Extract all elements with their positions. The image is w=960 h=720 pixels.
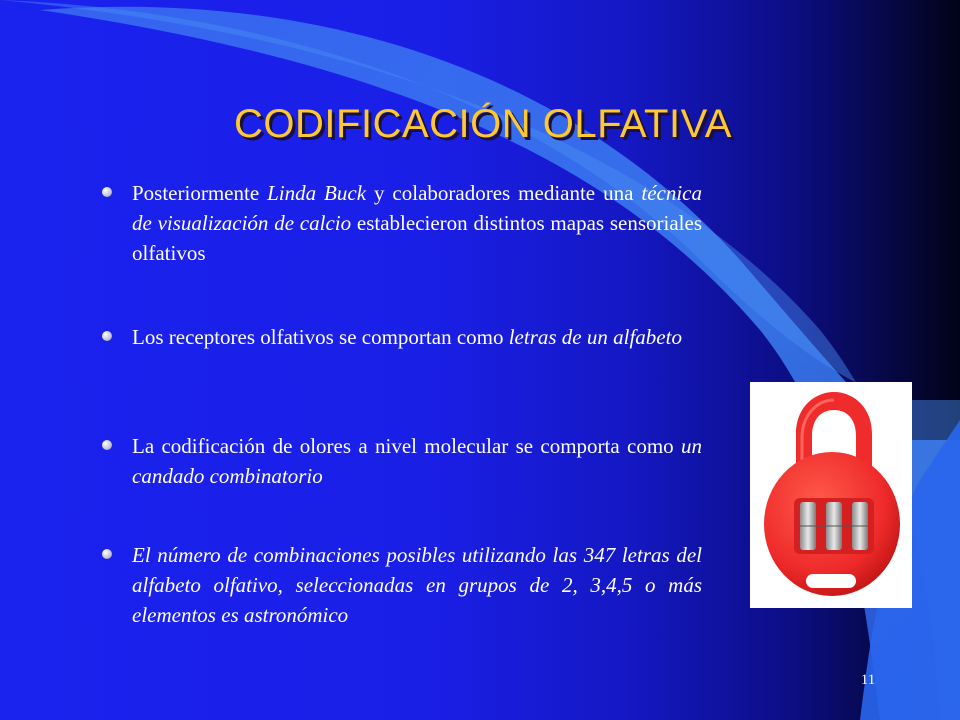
- page-number: 11: [860, 672, 876, 688]
- bullet-text: [132, 178, 702, 268]
- bullet-dot-icon: [102, 549, 112, 559]
- bullet-text-segment: La codificación de olores a nivel molecular se comporta como: [132, 434, 681, 458]
- bullet-dot-icon: [102, 331, 112, 341]
- bullet-text-segment: técnica de visualización de calcio: [132, 181, 702, 235]
- bullet-text-segment: Posteriormente: [132, 181, 268, 205]
- bullet-text-segment: Los receptores olfativos se comportan como: [132, 325, 509, 349]
- bullet-text: [132, 322, 702, 352]
- bullet-text: [132, 431, 702, 491]
- bullet-text-segment: y colaboradores mediante una: [366, 181, 642, 205]
- slide-title: CODIFICACIÓN OLFATIVA: [234, 102, 732, 146]
- padlock-icon: [750, 382, 912, 608]
- bullet-text-segment: establecieron distintos mapas sensoriales olfativos: [132, 211, 702, 265]
- bullet-text-segment: Linda Buck: [267, 181, 367, 205]
- padlock-picture: [750, 382, 912, 608]
- bullet-text-segment: letras de un alfabeto: [508, 325, 682, 349]
- bullet-dot-icon: [102, 440, 112, 450]
- bullet-dot-icon: [102, 187, 112, 197]
- bullet-text-segment: El número de combinaciones posibles utilizando las 347 letras del alfabeto olfativo, seleccionadas en grupos de 2, 3,4,5 o más elementos es astronómico: [132, 543, 702, 627]
- bullet-text: [132, 540, 702, 630]
- bullet-text-segment: un candado combinatorio: [132, 434, 702, 488]
